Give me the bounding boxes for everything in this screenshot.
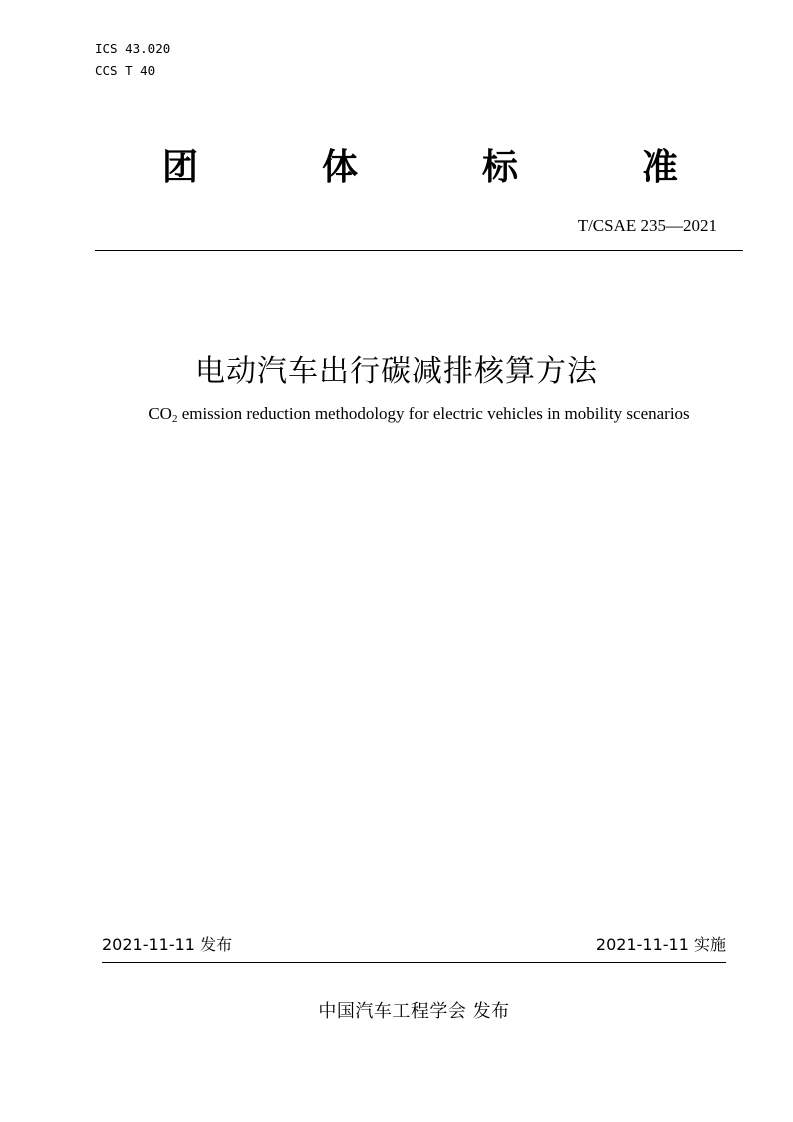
publisher: 中国汽车工程学会 发布: [318, 1001, 510, 1022]
ccs-code: CCS T 40: [95, 63, 156, 78]
classification-codes: [95, 38, 170, 82]
doc-type-char-1: 团: [161, 147, 198, 188]
title-english-prefix: CO: [148, 404, 172, 423]
doc-type-char-4: 准: [641, 147, 678, 188]
title-english-rest: emission reduction methodology for electric vehicles in mobility scenarios: [177, 404, 690, 423]
document-type-heading: [140, 140, 700, 196]
ics-code: ICS 43.020: [95, 41, 171, 56]
title-chinese: 电动汽车出行碳减排核算方法: [195, 354, 598, 389]
standard-number: T/CSAE 235—2021: [577, 216, 717, 235]
bottom-divider: [102, 962, 726, 963]
title-english: [0, 402, 793, 426]
top-divider: [95, 250, 743, 251]
publish-date: 2021-11-11 发布: [102, 935, 233, 954]
date-row: [102, 932, 726, 958]
doc-type-char-2: 体: [321, 147, 358, 188]
implement-date: 2021-11-11 实施: [595, 935, 726, 954]
doc-type-char-3: 标: [481, 147, 518, 188]
title-english-subscript: 2: [171, 413, 178, 425]
